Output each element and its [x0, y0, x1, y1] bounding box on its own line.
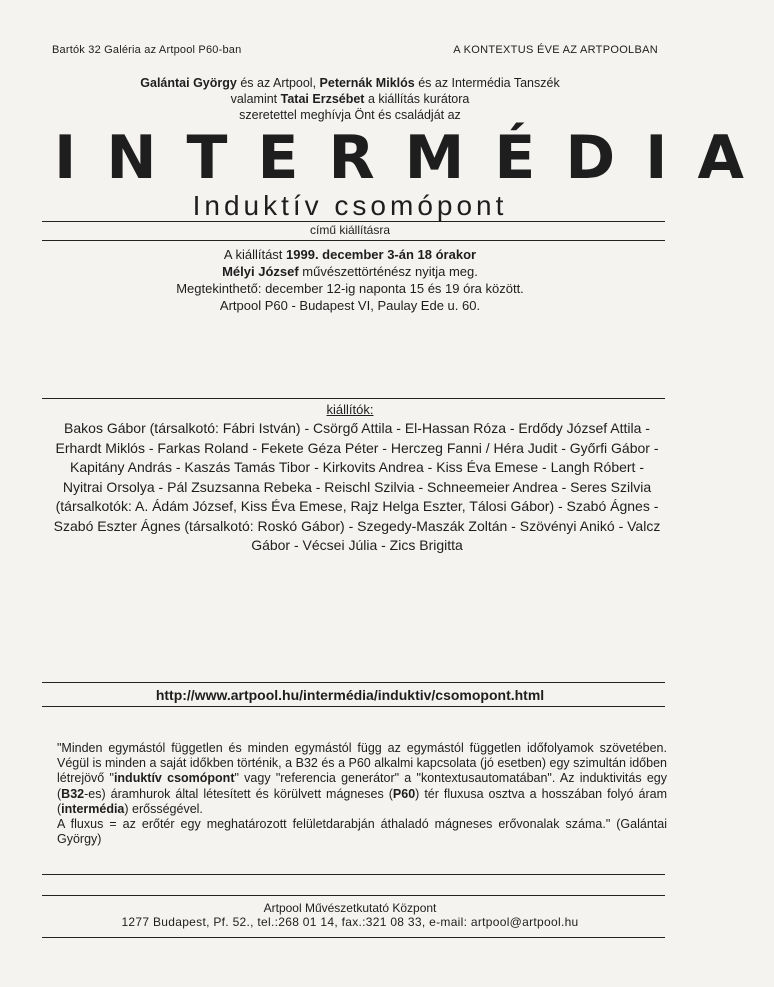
opener-name: Mélyi József — [222, 264, 299, 279]
quote-bold-1: induktív csomópont — [113, 771, 235, 786]
divider — [42, 398, 665, 399]
quote-bold-3: P60 — [392, 786, 416, 801]
quote-bold-4: intermédia — [61, 801, 125, 816]
opening-line-1 — [40, 246, 660, 263]
quote-text-3: -es) áramhurok által létesített és körülvett mágneses ( — [84, 786, 393, 801]
opening-date: 1999. december 3-án 18 órakor — [286, 247, 477, 262]
website-url[interactable] — [40, 686, 660, 704]
quote-text-4: ) tér fluxusa osztva a hosszában folyó áram ( — [57, 786, 667, 816]
quote-text-1: "Minden egymástól független és minden egymástól függ az egymástól független időfolyamok szövetében. Végül is minden a saját időkben történik, a B32 és a P60 alkalmi kapcsolata (jó esetben) egy szimultán időben létrejövő " — [57, 741, 667, 786]
host-name-1: Galántai György — [140, 76, 237, 90]
opening-info — [40, 246, 660, 314]
exhibitors-list: Bakos Gábor (társalkotó: Fábri István) - Csörgő Attila - El-Hassan Róza - Erdődy József Attila - Erhardt Miklós - Farkas Roland - Fekete Géza Péter - Herczeg Fanni / Héra Judit - Győrfi Gábor - Kapitány András - Kaszás Tamás Tibor - Kirkovits Andrea - Kiss Éva Emese - Langh Róbert - Nyitrai Orsolya - Pál Zsuzsanna Rebeka - Reischl Szilvia - Schneemeier Andrea - Seres Szilvia (társalkotók: A. Ádám József, Kiss Éva Emese, Rajz Helga Eszter, Tálosi Gábor) - Szabó Ágnes - Szabó Eszter Ágnes (társalkotó: Roskó Gábor) - Szegedy-Maszák Zoltán - Szövényi Anikó - Valcz Gábor - Vécsei Júlia - Zics Brigitta — [53, 420, 661, 553]
invitation-text — [40, 75, 660, 123]
exhibitors-label — [40, 401, 660, 419]
divider — [42, 895, 665, 896]
exhibition-caption: című kiállításra — [309, 223, 391, 237]
invitation-text-4: a kiállítás kurátora — [364, 92, 470, 106]
exhibition-subtitle: Induktív csomópont — [192, 190, 508, 221]
host-name-2: Peternák Miklós — [319, 76, 415, 90]
invitation-line-3: szeretettel meghívja Önt és családját az — [239, 108, 461, 122]
quote-text-2: " vagy "referencia generátor" a "kontextusautomatában". Az induktivitás egy ( — [57, 771, 667, 801]
exhibitors-label-text: kiállítók: — [326, 402, 374, 417]
divider — [42, 706, 665, 707]
divider — [42, 874, 665, 875]
header-series: A KONTEXTUS ÉVE AZ ARTPOOLBAN — [453, 44, 658, 56]
invitation-line-2 — [40, 91, 660, 107]
divider — [42, 240, 665, 241]
footer-organization: Artpool Művészetkutató Központ — [263, 901, 437, 915]
header-gallery: Bartók 32 Galéria az Artpool P60-ban — [52, 44, 242, 56]
invitation-text-3: valamint — [230, 92, 281, 106]
divider — [42, 682, 665, 683]
opening-text-2: művészettörténész nyitja meg. — [298, 264, 478, 279]
quote-paragraph — [57, 741, 667, 847]
exhibition-title: INTERMÉDIA — [54, 123, 774, 193]
opening-line-2 — [40, 263, 660, 280]
invitation-text-2: és az Intermédia Tanszék — [414, 76, 560, 90]
footer-contact: 1277 Budapest, Pf. 52., tel.:268 01 14, fax.:321 08 33, e-mail: artpool@artpool.hu — [121, 915, 579, 929]
invitation-line-1 — [40, 75, 660, 91]
url-path[interactable]: intermédia/induktiv/csomopont.html — [303, 687, 545, 703]
url-prefix[interactable]: http://www.artpool.hu/ — [155, 687, 304, 703]
venue-address: Artpool P60 - Budapest VI, Paulay Ede u. 60. — [219, 298, 481, 313]
invitation-text-1: és az Artpool, — [236, 76, 320, 90]
quote-text-5: ) erősségével. — [124, 801, 203, 816]
divider — [42, 937, 665, 938]
curator-name: Tatai Erzsébet — [280, 92, 365, 106]
opening-hours: Megtekinthető: december 12-ig naponta 15 és 19 óra között. — [176, 281, 524, 296]
opening-text-1: A kiállítást — [223, 247, 287, 262]
quote-bold-2: B32 — [61, 786, 85, 801]
quote-text-6: A fluxus = az erőtér egy meghatározott felületdarabján áthaladó mágneses erővonalak száma." (Galántai György) — [57, 817, 667, 847]
